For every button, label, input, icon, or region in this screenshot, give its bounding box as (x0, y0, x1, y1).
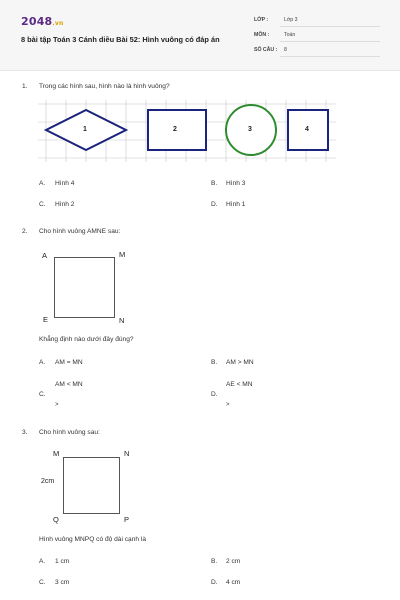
option-text: Hình 1 (226, 201, 246, 208)
option-text: AM < MN (55, 381, 83, 388)
option-text: 4 cm (226, 579, 241, 586)
option-letter: C. (39, 391, 46, 398)
option-text: AE < MN (226, 381, 253, 388)
option-text: 3 cm (55, 579, 70, 586)
side-length-label: 2cm (41, 478, 55, 485)
question-1-number: 1. (22, 83, 28, 90)
document-title: 8 bài tập Toán 3 Cánh diều Bài 52: Hình vuông có đáp án (21, 35, 220, 44)
shape-2-rectangle (148, 110, 206, 150)
option-extra: > (55, 402, 59, 408)
meta-label-class: LỚP : (254, 17, 269, 23)
option-text: AM = MN (55, 359, 83, 366)
shape-2-label: 2 (173, 126, 177, 133)
point-label: Q (53, 515, 59, 524)
option-letter: C. (39, 579, 46, 586)
question-2-prompt: Khẳng định nào dưới đây đúng? (39, 336, 134, 343)
question-3-text: Cho hình vuông sau: (39, 429, 100, 436)
question-2-text: Cho hình vuông AMNE sau: (39, 228, 121, 235)
logo-text: 2048 (21, 15, 53, 28)
option-extra: > (226, 402, 230, 408)
site-logo[interactable] (21, 15, 63, 28)
point-label: A (42, 251, 48, 260)
option-letter: A. (39, 359, 46, 366)
meta-label-subject: MÔN : (254, 32, 270, 38)
option-letter: B. (211, 359, 218, 366)
point-label: M (119, 250, 126, 259)
meta-divider (280, 56, 380, 57)
square-amne (54, 257, 116, 319)
page-header (0, 0, 400, 71)
shape-4-label: 4 (305, 126, 309, 133)
meta-value-count: 8 (284, 47, 287, 53)
option-text: Hình 4 (55, 180, 75, 187)
shape-3-label: 3 (248, 126, 252, 133)
option-letter: B. (211, 180, 218, 187)
question-1-text: Trong các hình sau, hình nào là hình vuông? (39, 83, 170, 90)
option-text: AM > MN (226, 359, 254, 366)
point-label: N (124, 449, 130, 458)
option-letter: D. (211, 579, 218, 586)
meta-value-class: Lớp 3 (284, 17, 298, 23)
point-label: P (124, 515, 130, 524)
option-text: Hình 3 (226, 180, 246, 187)
option-letter: A. (39, 180, 46, 187)
square-mnpq (63, 457, 121, 515)
question-3-prompt: Hình vuông MNPQ có độ dài cạnh là (39, 536, 147, 543)
point-label: N (119, 316, 125, 325)
option-text: Hình 2 (55, 201, 75, 208)
option-letter: D. (211, 391, 218, 398)
meta-label-count: SỐ CÂU : (254, 47, 278, 53)
question-3-number: 3. (22, 429, 28, 436)
option-letter: D. (211, 201, 218, 208)
option-letter: C. (39, 201, 46, 208)
shape-1-label: 1 (83, 126, 87, 133)
option-letter: B. (211, 558, 218, 565)
point-label: M (53, 449, 60, 458)
meta-divider (280, 41, 380, 42)
logo-suffix: .vn (52, 20, 64, 27)
option-letter: A. (39, 558, 46, 565)
point-label: E (43, 315, 49, 324)
option-text: 2 cm (226, 558, 241, 565)
option-text: 1 cm (55, 558, 70, 565)
question-2-number: 2. (22, 228, 28, 235)
meta-value-subject: Toán (284, 32, 296, 38)
meta-divider (280, 26, 380, 27)
